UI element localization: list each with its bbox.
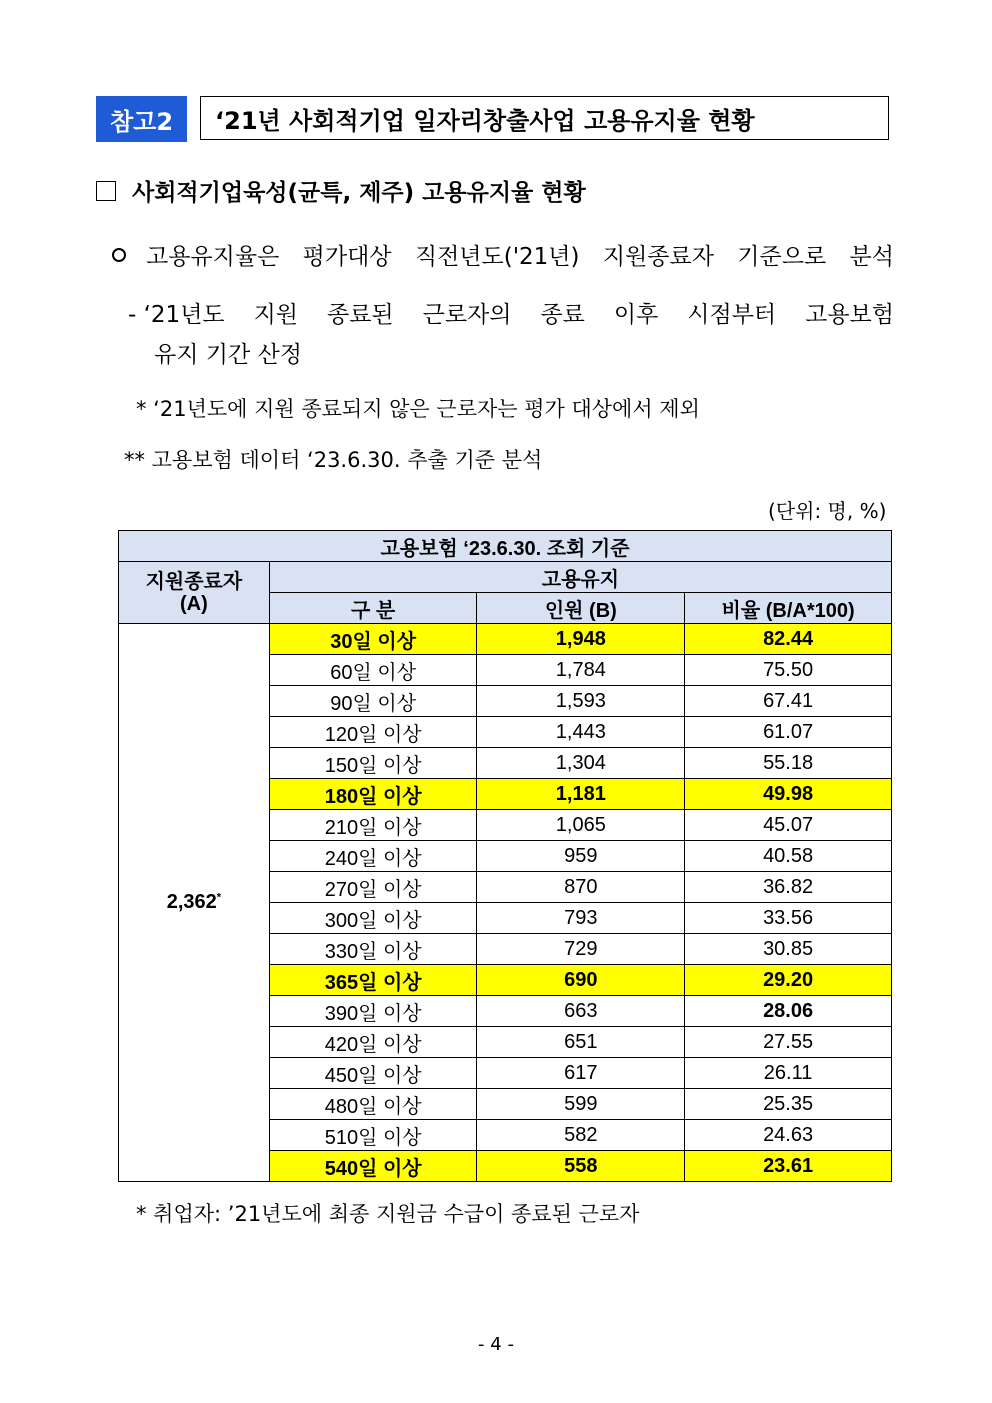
row-ratio: 75.50 <box>685 655 892 686</box>
dash-word: 시점부터 <box>687 302 777 328</box>
row-ratio: 45.07 <box>685 810 892 841</box>
title-row <box>96 96 891 142</box>
row-label: 270일 이상 <box>269 872 477 903</box>
row-ratio: 67.41 <box>685 686 892 717</box>
row-count: 1,443 <box>477 717 685 748</box>
row-label: 30일 이상 <box>269 624 477 655</box>
row-ratio: 23.61 <box>685 1151 892 1182</box>
dash-word: 이후 <box>613 302 659 328</box>
row-count: 690 <box>477 965 685 996</box>
row-ratio: 40.58 <box>685 841 892 872</box>
dash-word: 고용보험 <box>805 302 894 328</box>
dash-word: 지원 <box>253 302 299 328</box>
row-count: 959 <box>477 841 685 872</box>
bullet-word: 기준으로 <box>737 244 827 270</box>
circle-bullet-icon <box>112 248 126 262</box>
col-header-a <box>119 562 270 624</box>
dash-word: 근로자의 <box>422 302 512 328</box>
bullet-word: 평가대상 <box>302 244 392 270</box>
row-label: 365일 이상 <box>269 965 477 996</box>
row-label: 300일 이상 <box>269 903 477 934</box>
col-header-count: 인원 (B) <box>477 593 685 624</box>
footnote: * 취업자: ’21년도에 최종 지원금 수급이 종료된 근로자 <box>136 1202 640 1226</box>
table-top-header: 고용보험 ‘23.6.30. 조회 기준 <box>119 531 892 562</box>
row-ratio: 26.11 <box>685 1058 892 1089</box>
bullet-line <box>112 238 894 271</box>
page-number: - 4 - <box>478 1334 514 1355</box>
table-header-row-1 <box>119 562 892 593</box>
row-count: 1,784 <box>477 655 685 686</box>
col-header-a-line2: (A) <box>180 592 208 615</box>
row-count: 1,065 <box>477 810 685 841</box>
row-ratio: 36.82 <box>685 872 892 903</box>
checkbox-icon <box>96 181 116 201</box>
row-ratio: 49.98 <box>685 779 892 810</box>
page-title: ‘21년 사회적기업 일자리창출사업 고용유지율 현황 <box>200 96 889 140</box>
row-count: 599 <box>477 1089 685 1120</box>
row-ratio: 29.20 <box>685 965 892 996</box>
col-header-a-line1: 지원종료자 <box>145 570 243 593</box>
row-ratio: 55.18 <box>685 748 892 779</box>
row-label: 330일 이상 <box>269 934 477 965</box>
total-mark: * <box>216 891 222 904</box>
table-top-header-row <box>119 531 892 562</box>
row-label: 60일 이상 <box>269 655 477 686</box>
row-count: 870 <box>477 872 685 903</box>
row-count: 1,948 <box>477 624 685 655</box>
row-label: 540일 이상 <box>269 1151 477 1182</box>
bullet-text <box>146 238 894 271</box>
section-heading-text: 사회적기업육성(균특, 제주) 고용유지율 현황 <box>132 180 586 206</box>
row-ratio: 24.63 <box>685 1120 892 1151</box>
bullet-word: 지원종료자 <box>602 244 714 270</box>
dash-word: 종료된 <box>327 302 394 328</box>
note-1: * ‘21년도에 지원 종료되지 않은 근로자는 평가 대상에서 제외 <box>136 397 700 421</box>
row-ratio: 33.56 <box>685 903 892 934</box>
row-label: 120일 이상 <box>269 717 477 748</box>
row-label: 150일 이상 <box>269 748 477 779</box>
table-row <box>119 624 892 655</box>
row-label: 390일 이상 <box>269 996 477 1027</box>
row-label: 510일 이상 <box>269 1120 477 1151</box>
row-count: 1,593 <box>477 686 685 717</box>
unit-label: (단위: 명, %) <box>768 499 887 523</box>
dash-line-1 <box>128 296 894 329</box>
row-count: 663 <box>477 996 685 1027</box>
row-count: 729 <box>477 934 685 965</box>
row-count: 651 <box>477 1027 685 1058</box>
bullet-word: 직전년도('21년) <box>414 244 580 270</box>
row-count: 1,304 <box>477 748 685 779</box>
section-heading <box>96 174 586 207</box>
row-label: 210일 이상 <box>269 810 477 841</box>
col-header-div: 구 분 <box>269 593 477 624</box>
row-ratio: 28.06 <box>685 996 892 1027</box>
row-ratio: 82.44 <box>685 624 892 655</box>
row-label: 90일 이상 <box>269 686 477 717</box>
dash-line-2: 유지 기간 산정 <box>154 342 302 368</box>
total-cell <box>119 624 270 1182</box>
total-value: 2,362 <box>166 891 217 913</box>
row-ratio: 61.07 <box>685 717 892 748</box>
row-ratio: 25.35 <box>685 1089 892 1120</box>
col-header-ratio: 비율 (B/A*100) <box>685 593 892 624</box>
row-ratio: 27.55 <box>685 1027 892 1058</box>
row-count: 582 <box>477 1120 685 1151</box>
bullet-word: 분석 <box>849 244 894 270</box>
row-label: 480일 이상 <box>269 1089 477 1120</box>
row-label: 240일 이상 <box>269 841 477 872</box>
retention-table <box>118 530 892 1182</box>
row-count: 793 <box>477 903 685 934</box>
dash-word: 종료 <box>540 302 585 328</box>
reference-badge: 참고2 <box>96 96 187 142</box>
row-label: 180일 이상 <box>269 779 477 810</box>
group-header: 고용유지 <box>269 562 891 593</box>
row-count: 1,181 <box>477 779 685 810</box>
note-2: ** 고용보험 데이터 ‘23.6.30. 추출 기준 분석 <box>124 448 543 472</box>
bullet-word: 고용유지율은 <box>146 244 280 270</box>
row-count: 617 <box>477 1058 685 1089</box>
dash-word: - ‘21년도 <box>128 302 225 328</box>
row-count: 558 <box>477 1151 685 1182</box>
row-label: 450일 이상 <box>269 1058 477 1089</box>
row-label: 420일 이상 <box>269 1027 477 1058</box>
row-ratio: 30.85 <box>685 934 892 965</box>
